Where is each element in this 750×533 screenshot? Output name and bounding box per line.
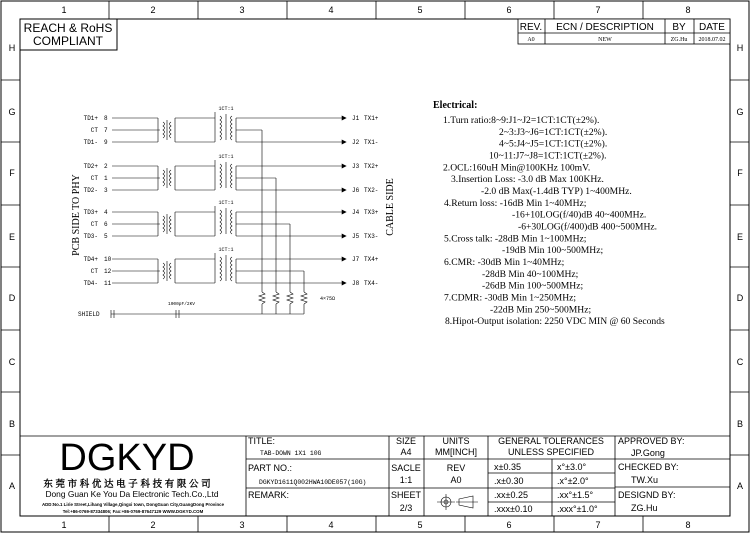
- pin-label-right: J4: [352, 209, 360, 216]
- grid-col-top: 7: [595, 5, 601, 15]
- ratio-label: 1CT:1: [218, 154, 234, 160]
- badge-line-1: REACH & RoHS: [23, 21, 113, 35]
- size-value: A4: [400, 447, 412, 457]
- signal-label-right: TX3+: [364, 209, 379, 216]
- size-label: SIZE: [395, 436, 417, 446]
- pin-number-left: 9: [104, 139, 108, 146]
- electrical-note-line: 1.Turn ratio:8~9:J1~J2=1CT:1CT(±2%).: [443, 115, 600, 126]
- grid-col-bottom: 1: [61, 520, 67, 530]
- signal-label-right: TX1+: [364, 115, 379, 122]
- pin-label-left: TD4-: [83, 280, 98, 287]
- tolerance-linear: .xx±0.25: [494, 490, 528, 500]
- grid-row-right: D: [736, 293, 744, 303]
- pin-number-left: 11: [104, 280, 112, 287]
- company-name-en: Dong Guan Ke You Da Electronic Tech.Co.,Ltd: [45, 489, 219, 499]
- electrical-note-line: 8.Hipot-Output isolation: 2250 VDC MIN @ 60 Seconds: [445, 316, 665, 328]
- scale-label: SACLE: [391, 463, 421, 473]
- pin-label-right: J3: [352, 163, 360, 170]
- approved-value: JP.Gong: [631, 448, 665, 458]
- pin-label-left: CT: [90, 268, 98, 275]
- grid-col-bottom: 3: [239, 520, 245, 530]
- checked-value: TW.Xu: [631, 475, 659, 485]
- pin-label-left: TD1+: [83, 115, 98, 122]
- signal-label-right: TX2+: [364, 163, 379, 170]
- brand-logo: DGKYD: [59, 437, 195, 479]
- electrical-note-line: 3.Insertion Loss: -3.0 dB Max 100KHz.: [451, 174, 604, 186]
- electrical-note-line: -6+30LOG(f/400)dB 400~500MHz.: [518, 221, 658, 233]
- signal-label-right: TX4-: [364, 280, 379, 287]
- grid-row-left: F: [9, 168, 15, 178]
- pin-number-left: 1: [104, 175, 108, 182]
- grid-col-top: 5: [417, 5, 423, 15]
- capacitor-label: 1000pF/2KV: [168, 302, 196, 307]
- pin-label-right: J7: [352, 256, 360, 263]
- tolerance-angular: .xx°±1.5°: [557, 490, 594, 500]
- ratio-label: 1CT:1: [218, 200, 234, 206]
- grid-row-left: D: [8, 293, 16, 303]
- grid-col-top: 8: [685, 5, 691, 15]
- sheet-label: SHEET: [390, 490, 422, 500]
- projection-symbol-icon: [437, 494, 478, 510]
- grid-col-bottom: 7: [595, 520, 601, 530]
- shield-label: SHIELD: [78, 311, 100, 318]
- units-label: UNITS: [442, 436, 470, 446]
- tolerance-subtitle: UNLESS SPECIFIED: [507, 447, 595, 457]
- pin-label-left: TD1-: [83, 139, 98, 146]
- pin-label-left: TD4+: [83, 256, 98, 263]
- ecn-header: ECN / DESCRIPTION: [556, 22, 654, 33]
- tolerance-angular: .x°±2.0°: [557, 476, 589, 486]
- electrical-note-line: 4~5:J4~J5=1CT:1CT(±2%).: [499, 138, 608, 150]
- grid-col-top: 4: [328, 5, 334, 15]
- electrical-note-line: -19dB Min 100~500MHz;: [502, 245, 604, 257]
- pin-label-left: TD2-: [83, 187, 98, 194]
- grid-col-bottom: 2: [150, 520, 156, 530]
- pin-label-right: J5: [352, 233, 360, 240]
- grid-row-left: B: [8, 419, 16, 429]
- tolerance-title: GENERAL TOLERANCES: [498, 436, 604, 446]
- tolerance-linear: x±0.35: [494, 462, 521, 472]
- electrical-note-line: -22dB Min 250~500MHz;: [490, 304, 592, 316]
- grid-row-left: E: [8, 232, 16, 242]
- signal-label-right: TX3-: [364, 233, 379, 240]
- pin-label-left: CT: [90, 175, 98, 182]
- grid-col-top: 2: [150, 5, 156, 15]
- grid-row-right: F: [737, 168, 743, 178]
- electrical-note-line: 5.Cross talk: -28dB Min 1~100MHz;: [444, 233, 587, 245]
- grid-row-left: G: [8, 107, 16, 117]
- company-name-cn: 东 莞 市 科 优 达 电 子 科 技 有 限 公 司: [43, 479, 211, 490]
- ecn-value: NEW: [598, 37, 612, 43]
- pin-label-right: J8: [352, 280, 360, 287]
- approved-label: APPROVED BY:: [618, 436, 685, 446]
- signal-label-right: TX2-: [364, 187, 379, 194]
- grid-col-bottom: 4: [328, 520, 334, 530]
- grid-col-top: 6: [506, 5, 512, 15]
- pin-number-left: 8: [104, 115, 108, 122]
- pin-label-right: J2: [352, 139, 360, 146]
- grid-col-bottom: 5: [417, 520, 423, 530]
- tolerance-angular: .xxx°±1.0°: [557, 504, 598, 514]
- electrical-note-line: 10~11:J7~J8=1CT:1CT(±2%).: [489, 150, 607, 162]
- sheet-value: 2/3: [399, 503, 413, 513]
- part-no-value: DGKYD1611Q002HWA10DE057(10G): [259, 479, 367, 486]
- pin-number-left: 5: [104, 233, 108, 240]
- electrical-note-line: 4.Return loss: -16dB Min 1~40MHz;: [444, 197, 587, 209]
- ratio-label: 1CT:1: [218, 247, 234, 253]
- grid-col-bottom: 8: [685, 520, 691, 530]
- electrical-note-line: 7.CDMR: -30dB Min 1~250MHz;: [444, 292, 577, 304]
- date-header: DATE: [699, 22, 725, 33]
- badge-line-2: COMPLIANT: [32, 34, 104, 48]
- date-value: 2018.07.02: [698, 37, 726, 43]
- pin-number-left: 4: [104, 209, 108, 216]
- grid-row-right: E: [736, 232, 744, 242]
- pin-label-right: J6: [352, 187, 360, 194]
- grid-col-top: 1: [61, 5, 67, 15]
- ratio-label: 1CT:1: [218, 106, 234, 112]
- signal-label-right: TX1-: [364, 139, 379, 146]
- designed-label: DESIGND BY:: [618, 490, 676, 500]
- tolerance-linear: .xxx±0.10: [494, 504, 533, 514]
- rev-value: A0: [527, 37, 535, 43]
- electrical-note-line: 2.OCL:160uH Min@100KHz 100mV.: [443, 162, 591, 174]
- electrical-note-line: 6.CMR: -30dB Min 1~40MHz;: [444, 257, 565, 268]
- designed-value: ZG.Hu: [631, 503, 658, 513]
- grid-row-right: B: [736, 419, 744, 429]
- compliance-badge: [20, 19, 117, 50]
- transformer-schematic: [111, 112, 346, 318]
- pin-number-left: 10: [104, 256, 112, 263]
- pin-number-left: 7: [104, 127, 108, 134]
- grid-col-top: 3: [239, 5, 245, 15]
- by-value: ZG.Hu: [670, 37, 688, 43]
- pcb-side-label: PCB SIDE TO PHY: [71, 174, 82, 256]
- rev-label: REV: [446, 463, 466, 473]
- grid-row-right: G: [736, 107, 744, 117]
- rev-value-block: A0: [450, 475, 462, 485]
- pin-label-left: CT: [90, 221, 98, 228]
- tolerance-angular: x°±3.0°: [557, 462, 587, 472]
- remark-label: REMARK:: [248, 490, 290, 500]
- electrical-note-line: -2.0 dB Max(-1.4dB TYP) 1~400MHz.: [481, 186, 632, 197]
- company-address: ADD:No.1 Lirie Street,Lihang Village,Qingxi town, DongGuan City,GuangDong Province: [41, 502, 225, 507]
- pin-label-right: J1: [352, 115, 360, 122]
- tolerance-linear: .x±0.30: [494, 476, 524, 486]
- pin-label-left: TD3-: [83, 233, 98, 240]
- units-value: MM[INCH]: [435, 447, 477, 457]
- rev-header: REV.: [519, 22, 543, 33]
- pin-label-left: TD2+: [83, 163, 98, 170]
- pin-label-left: CT: [90, 127, 98, 134]
- pin-number-left: 6: [104, 221, 108, 228]
- electrical-note-line: 2~3:J3~J6=1CT:1CT(±2%).: [499, 126, 608, 138]
- checked-label: CHECKED BY:: [618, 462, 679, 472]
- pin-number-left: 3: [104, 187, 108, 194]
- part-no-label: PART NO.:: [248, 463, 293, 473]
- cable-side-label: CABLE SIDE: [385, 178, 396, 236]
- electrical-note-line: -16+10LOG(f/40)dB 40~400MHz.: [512, 209, 647, 221]
- electrical-note-line: -26dB Min 100~500MHz;: [482, 280, 584, 292]
- grid-col-bottom: 6: [506, 520, 512, 530]
- grid-row-right: C: [736, 357, 744, 367]
- pin-number-left: 2: [104, 163, 108, 170]
- title-value: TAB-DOWN 1X1 10G: [260, 450, 322, 457]
- electrical-title: Electrical:: [433, 100, 478, 111]
- electrical-notes: [443, 115, 665, 327]
- scale-value: 1:1: [399, 475, 413, 485]
- pin-number-left: 12: [104, 268, 112, 275]
- resistor-label: 4×75Ω: [320, 296, 336, 302]
- by-header: BY: [672, 22, 686, 33]
- grid-row-right: H: [736, 43, 744, 53]
- grid-row-left: H: [8, 43, 16, 53]
- grid-row-left: A: [8, 481, 16, 491]
- pin-label-left: TD3+: [83, 209, 98, 216]
- grid-row-left: C: [8, 357, 16, 367]
- signal-label-right: TX4+: [364, 256, 379, 263]
- electrical-note-line: -28dB Min 40~100MHz;: [482, 268, 579, 280]
- company-contact: Tel:+86-0769-87334806; Fax:+86-0769-87647129 WWW.DGKYD.COM: [62, 509, 204, 514]
- title-label: TITLE:: [248, 436, 276, 446]
- grid-row-right: A: [736, 481, 744, 491]
